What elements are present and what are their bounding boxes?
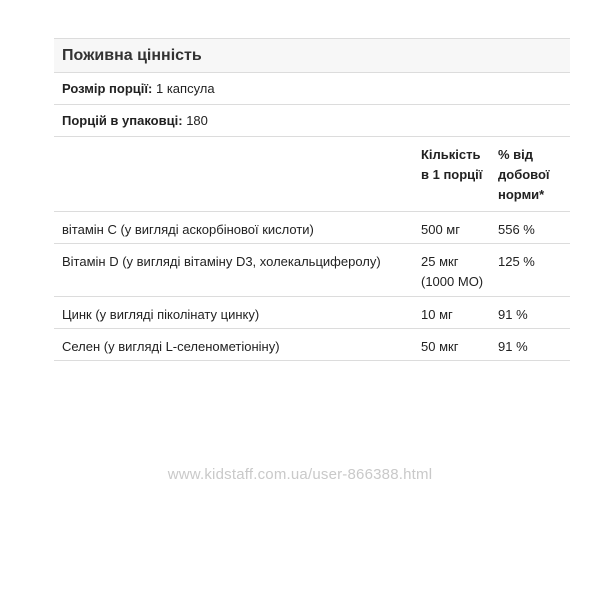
nutrient-name: Селен (у вигляді L-селенометіоніну) [62,339,280,354]
watermark-text: www.kidstaff.com.ua/user-866388.html [167,466,433,483]
table-row [54,329,570,361]
serving-size-label: Розмір порції: [62,81,153,96]
header-amount-line1: Кількість [421,147,481,162]
serving-size-row [54,73,570,105]
nutrient-amount-value: 10 мг [421,307,453,322]
nutrient-amount [421,337,496,357]
nutrient-amount-value: 25 мкг [421,254,459,269]
nutrient-amount-value: 500 мг [421,222,460,237]
servings-per-container-label: Порцій в упаковці: [62,113,183,128]
header-dv-cell [498,145,568,205]
servings-per-container-row [54,105,570,137]
header-amount-cell [421,145,496,185]
header-amount-line2: в 1 порції [421,167,483,182]
nutrient-dv: 556 % [498,222,535,237]
nutrient-name: вітамін C (у вигляді аскорбінової кислоти) [62,222,314,237]
nutrient-amount [421,305,496,325]
table-row [54,297,570,329]
nutrient-dv: 125 % [498,254,535,269]
servings-per-container-value: 180 [186,113,208,128]
nutrient-dv: 91 % [498,339,528,354]
table-header-row [54,137,570,212]
header-dv-line1: % від [498,147,534,162]
table-row [54,244,570,297]
nutrient-amount [421,252,496,292]
nutrition-facts-table [54,38,570,361]
nutrient-name: Вітамін D (у вигляді вітаміну D3, холекальциферолу) [62,254,381,269]
header-dv-line2: добової [498,167,550,182]
nutrient-amount [421,220,496,240]
nutrient-dv: 91 % [498,307,528,322]
nutrient-amount-value: 50 мкг [421,339,459,354]
serving-size-value: 1 капсула [155,81,215,96]
nutrition-title: Поживна цінність [54,39,570,73]
header-dv-line3: норми* [498,187,545,202]
nutrient-name: Цинк (у вигляді піколінату цинку) [62,307,260,322]
nutrient-amount-extra: (1000 МО) [421,274,484,289]
table-row [54,212,570,244]
